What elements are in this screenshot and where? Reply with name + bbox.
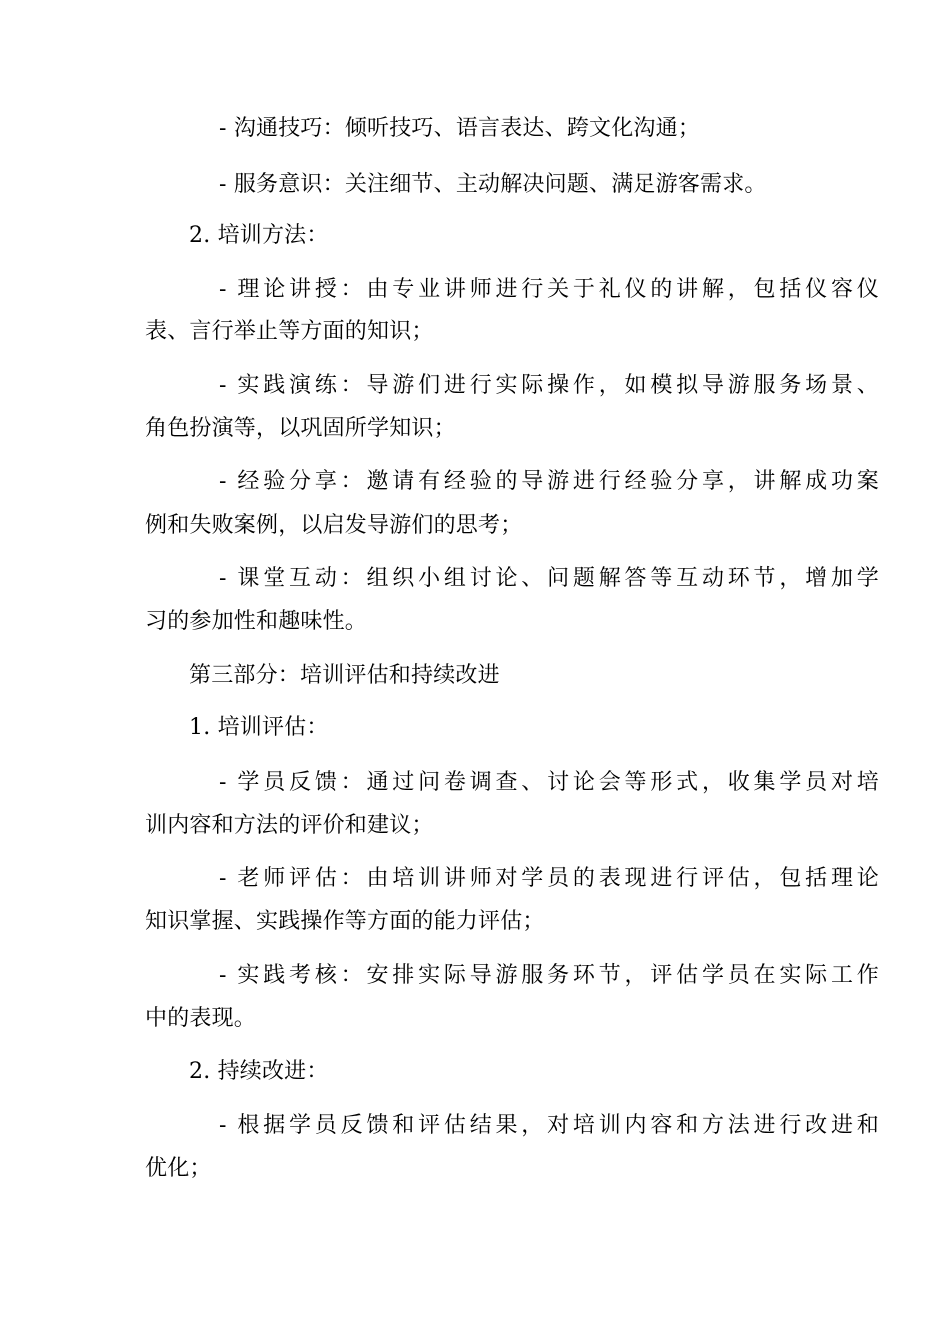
bullet-teacher-evaluation-line2: 知识掌握、实践操作等方面的能力评估；: [145, 909, 545, 934]
bullet-student-feedback-line1: - 学员反馈：通过问卷调查、讨论会等形式，收集学员对培: [219, 770, 879, 795]
bullet-practice-drill-line1: - 实践演练：导游们进行实际操作，如模拟导游服务场景、: [219, 373, 879, 398]
heading-training-evaluation: 1. 培训评估：: [189, 715, 329, 740]
bullet-teacher-evaluation-line1: - 老师评估：由培训讲师对学员的表现进行评估，包括理论: [219, 866, 879, 891]
heading-training-methods: 2. 培训方法：: [189, 223, 329, 248]
bullet-practical-assessment-line1: - 实践考核：安排实际导游服务环节，评估学员在实际工作: [219, 963, 879, 988]
bullet-student-feedback-line2: 训内容和方法的评价和建议；: [145, 813, 434, 838]
bullet-practice-drill-line2: 角色扮演等，以巩固所学知识；: [145, 416, 456, 441]
bullet-class-interaction-line2: 习的参加性和趣味性。: [145, 609, 368, 634]
bullet-improvement-line2: 优化；: [145, 1156, 212, 1181]
bullet-theory-lecture-line2: 表、言行举止等方面的知识；: [145, 319, 434, 344]
bullet-service-awareness: - 服务意识：关注细节、主动解决问题、满足游客需求。: [219, 172, 767, 197]
bullet-practical-assessment-line2: 中的表现。: [145, 1006, 257, 1031]
section-heading-part-three: 第三部分：培训评估和持续改进: [189, 663, 500, 688]
bullet-experience-sharing-line1: - 经验分享：邀请有经验的导游进行经验分享，讲解成功案: [219, 469, 879, 494]
bullet-experience-sharing-line2: 例和失败案例，以启发导游们的思考；: [145, 513, 523, 538]
bullet-theory-lecture-line1: - 理论讲授：由专业讲师进行关于礼仪的讲解，包括仪容仪: [219, 277, 879, 302]
bullet-improvement-line1: - 根据学员反馈和评估结果，对培训内容和方法进行改进和: [219, 1113, 879, 1138]
heading-continuous-improvement: 2. 持续改进：: [189, 1059, 329, 1084]
bullet-communication-skills: - 沟通技巧：倾听技巧、语言表达、跨文化沟通；: [219, 116, 701, 141]
bullet-class-interaction-line1: - 课堂互动：组织小组讨论、问题解答等互动环节，增加学: [219, 566, 879, 591]
